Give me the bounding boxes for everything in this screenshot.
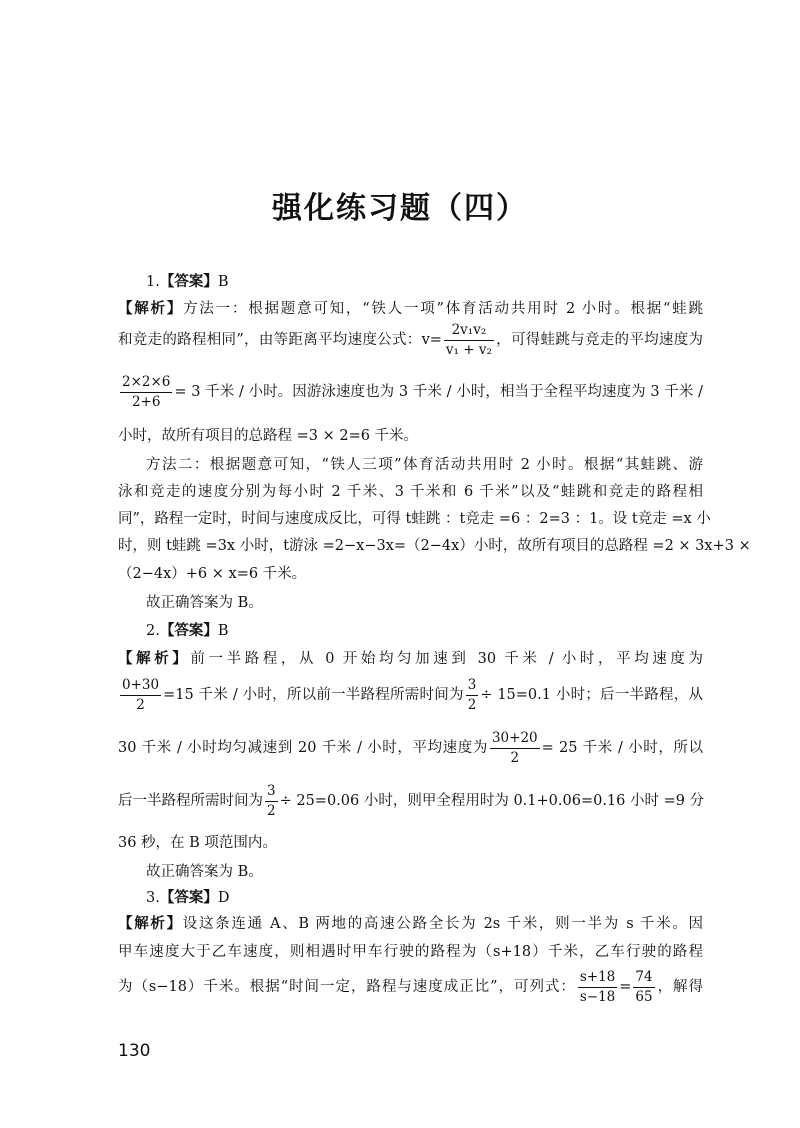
q1-answer-line: [146, 270, 703, 291]
q1-analysis-line-3: $\frac{2\times 2\times 6}{2+6}$ = 3 千米 / 小时。因游泳速度也为 3 千米 / 小时，相当于全程平均速度为 3 千米 /: [122, 373, 703, 410]
q2-answer-line: [146, 619, 703, 640]
q1-method2-line-3: 同”，路程一定时，时间与速度成反比，可得 t蛙跳 ：t竞走 =6 ：2=3 ：1。设 t竞走 =x 小: [118, 511, 711, 527]
q3-analysis-line-2: 甲车速度大于乙车速度，则相遇时甲车行驶的路程为（s+18）千米，乙车行驶的路程: [118, 944, 703, 960]
q1-formula-fraction: $\frac{\text{2v₁v₂}}{\text{v₁ + v₂}}$: [445, 321, 492, 358]
q1-answer-label: 【答案】: [159, 274, 218, 290]
q2-answer-label: 【答案】: [159, 623, 218, 639]
q2-analysis-line-3: 30 千米 / 小时均匀减速到 20 千米 / 小时，平均速度为 $\frac{30+20}{2}$ = 25 千米 / 小时，所以: [118, 729, 704, 766]
q1-analysis-line-1: 【解析】方法一：根据题意可知，“铁人一项”体育活动共用时 2 小时。根据“蛙跳: [118, 301, 704, 317]
q2-avg-speed-fraction-2: $\frac{30+20}{2}$: [491, 729, 538, 766]
q1-speed-fraction: $\frac{2\times 2\times 6}{2+6}$: [122, 373, 171, 410]
q3-answer-line: [146, 886, 703, 907]
q3-analysis-line-1: 【解析】设这条连通 A、B 两地的高速公路全长为 2s 千米，则一半为 s 千米。因: [118, 916, 704, 932]
q3-ratio-fraction-1: $\frac{s+18}{s-18}$: [579, 968, 616, 1005]
q2-distance-fraction-1: $\frac{3}{2}$: [467, 676, 477, 713]
q3-ratio-fraction-2: $\frac{74}{65}$: [635, 968, 653, 1005]
q2-number: 2.: [146, 623, 160, 639]
page-number: 130: [118, 1041, 151, 1061]
q2-answer-value: B: [217, 623, 229, 639]
page-title: 强化练习题（四）: [272, 191, 528, 226]
q2-conclusion: 故正确答案为 B。: [146, 864, 263, 880]
q1-analysis-line-4: 小时，故所有项目的总路程 =3 × 2=6 千米。: [118, 428, 419, 444]
q1-method2-line-2: 泳和竞走的速度分别为每小时 2 千米、3 千米和 6 千米”以及“蛙跳和竞走的路程相: [118, 484, 703, 500]
q2-avg-speed-fraction: $\frac{0+30}{2}$: [122, 676, 160, 713]
q1-method2-line-1: 方法二：根据题意可知，“铁人三项”体育活动共用时 2 小时。根据“其蛙跳、游: [146, 457, 703, 473]
q1-analysis-label: 【解析】: [118, 301, 184, 317]
q1-analysis-line-2: 和竞走的路程相同”，由等距离平均速度公式：v= $\frac{\text{2v₁v₂}}{\text{v₁ + v₂}}$ ，可得蛙跳与竞走的平均速度为: [118, 321, 703, 358]
q1-conclusion: 故正确答案为 B。: [146, 595, 263, 611]
q3-answer-label: 【答案】: [159, 890, 218, 906]
q3-analysis-line-3: 为（s−18）千米。根据“时间一定，路程与速度成正比”，可列式： $\frac{s+18}{s-18}$ = $\frac{74}{65}$ ，解得: [118, 968, 704, 1005]
q3-answer-value: D: [217, 890, 230, 906]
q2-analysis-line-5: 36 秒，在 B 项范围内。: [118, 835, 277, 851]
q1-answer-value: B: [217, 274, 229, 290]
q1-number: 1.: [146, 274, 160, 290]
q2-distance-fraction-2: $\frac{3}{2}$: [267, 782, 276, 819]
q2-analysis-line-2: $\frac{0+30}{2}$ =15 千米 / 小时，所以前一半路程所需时间为 $\frac{3}{2}$ ÷ 15=0.1 小时；后一半路程，从: [122, 676, 704, 713]
q2-analysis-label: 【解析】: [118, 651, 191, 667]
q3-number: 3.: [146, 890, 160, 906]
q2-analysis-line-1: 【解析】前一半路程，从 0 开始均匀加速到 30 千米 / 小时，平均速度为: [118, 651, 704, 667]
q1-method2-line-4: 时，则 t蛙跳 =3x 小时，t游泳 =2−x−3x=（2−4x）小时，故所有项目的总路程 =2 × 3x+3 ×: [118, 538, 751, 554]
q2-analysis-line-4: 后一半路程所需时间为 $\frac{3}{2}$ ÷ 25=0.06 小时，则甲全程用时为 0.1+0.06=0.16 小时 =9 分: [118, 782, 705, 819]
q3-analysis-label: 【解析】: [118, 916, 183, 932]
q1-method2-line-5: （2−4x）+6 × x=6 千米。: [118, 566, 307, 582]
